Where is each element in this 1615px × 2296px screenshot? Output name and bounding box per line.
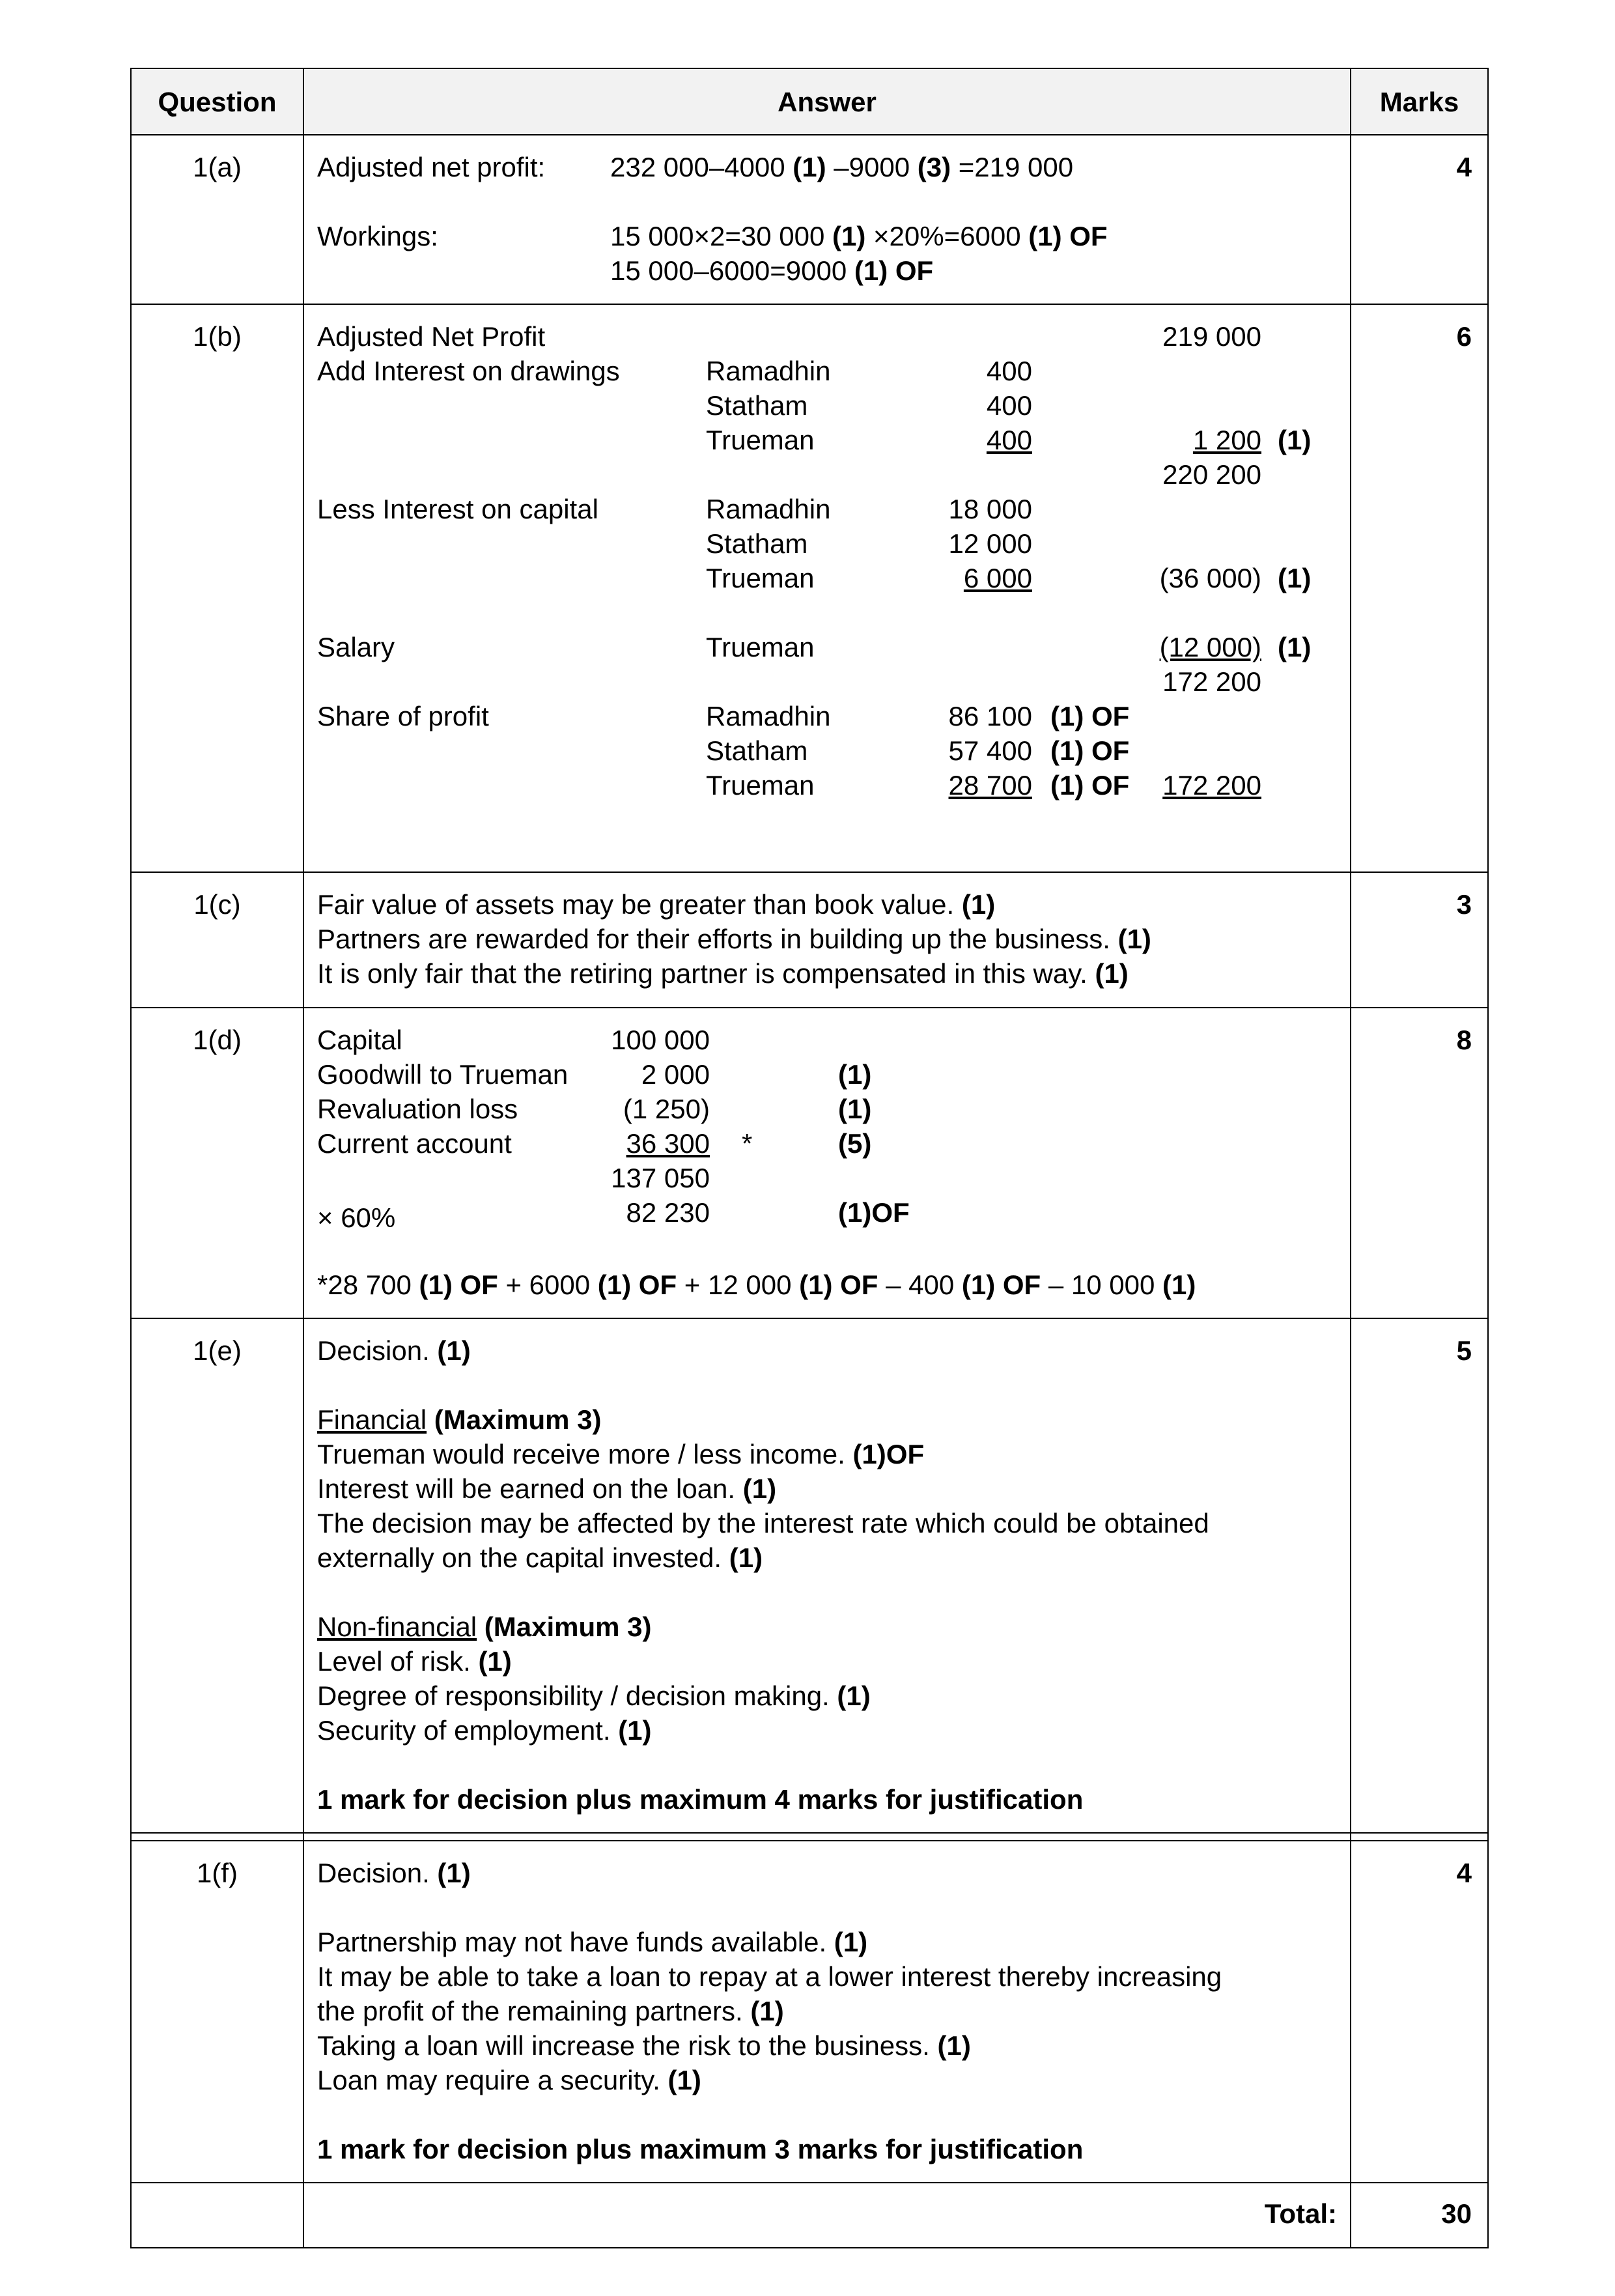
question-id: 1(a) <box>131 135 303 304</box>
amount: 86 100 <box>948 701 1032 731</box>
answer-cell <box>303 1008 1351 1318</box>
label: × 60% <box>317 1202 396 1233</box>
amount: 100 000 <box>611 1025 710 1055</box>
row-1b <box>131 304 1488 872</box>
answer-line: Trueman would receive more / less income. (1)OF <box>317 1439 925 1469</box>
decision-line: Decision. (1) <box>317 1858 471 1888</box>
answer-line: Partners are rewarded for their efforts in building up the business. (1) <box>317 924 1151 954</box>
amount: 12 000 <box>948 528 1032 559</box>
answer-line: It may be able to take a loan to repay at a lower interest thereby increasing <box>317 1961 1222 1992</box>
label: Salary <box>317 632 395 662</box>
amount: 172 200 <box>1162 666 1261 697</box>
answer-line: It is only fair that the retiring partner is compensated in this way. (1) <box>317 958 1129 989</box>
answer-cell <box>303 1318 1351 1833</box>
answer-line: Taking a loan will increase the risk to the business. (1) <box>317 2030 971 2061</box>
mark: (1)OF <box>838 1197 910 1228</box>
question-id: 1(c) <box>131 872 303 1008</box>
partner-name: Trueman <box>706 632 815 662</box>
answer-line: externally on the capital invested. (1) <box>317 1542 763 1573</box>
total-value: 30 <box>1351 2183 1488 2248</box>
amount: (12 000) <box>1159 632 1261 662</box>
mark: (1) <box>1278 563 1312 593</box>
answer-cell <box>303 304 1351 872</box>
marks-value: 3 <box>1351 872 1488 1008</box>
amount: 219 000 <box>1162 321 1261 352</box>
label: Revaluation loss <box>317 1094 518 1124</box>
partner-name: Trueman <box>706 770 815 801</box>
amount: (1 250) <box>623 1094 710 1124</box>
answer-line: Interest will be earned on the loan. (1) <box>317 1473 777 1504</box>
header-marks: Marks <box>1351 68 1488 135</box>
label: Adjusted net profit: <box>317 152 546 182</box>
marking-note: 1 mark for decision plus maximum 4 marks for justification <box>317 1784 1084 1815</box>
amount: 172 200 <box>1162 770 1261 801</box>
total-label: Total: <box>303 2183 1351 2248</box>
label: Share of profit <box>317 701 489 731</box>
label: Workings: <box>317 221 438 251</box>
mark: (1) OF <box>1050 701 1130 731</box>
mark-scheme-page <box>130 68 1487 2249</box>
mark: (1) <box>838 1094 872 1124</box>
label: Current account <box>317 1128 512 1159</box>
mark: (1) OF <box>1050 770 1130 801</box>
row-separator <box>131 1833 1488 1841</box>
mark: (1) <box>1278 632 1312 662</box>
text: 232 000–4000 (1) –9000 (3) =219 000 <box>610 152 1074 182</box>
marks-value: 5 <box>1351 1318 1488 1833</box>
answer-line: Security of employment. (1) <box>317 1715 652 1746</box>
amount: 137 050 <box>611 1163 710 1193</box>
row-1a <box>131 135 1488 304</box>
header-row <box>131 68 1488 135</box>
answer-cell <box>303 872 1351 1008</box>
question-id: 1(b) <box>131 304 303 872</box>
partner-name: Ramadhin <box>706 701 831 731</box>
header-question: Question <box>131 68 303 135</box>
amount: 57 400 <box>948 735 1032 766</box>
mark: (1) <box>1278 425 1312 455</box>
mark-scheme-table <box>130 68 1489 2248</box>
amount: 18 000 <box>948 494 1032 524</box>
text: 15 000–6000=9000 (1) OF <box>610 255 934 286</box>
decision-line: Decision. (1) <box>317 1335 471 1366</box>
marks-value: 6 <box>1351 304 1488 872</box>
answer-line: Fair value of assets may be greater than book value. (1) <box>317 889 996 920</box>
label: Adjusted Net Profit <box>317 321 546 352</box>
amount: (36 000) <box>1159 563 1261 593</box>
section-heading: Financial (Maximum 3) <box>317 1404 602 1435</box>
partner-name: Ramadhin <box>706 356 831 386</box>
amount: 400 <box>986 425 1032 455</box>
partner-name: Trueman <box>706 563 815 593</box>
question-id: 1(d) <box>131 1008 303 1318</box>
label: Less Interest on capital <box>317 494 598 524</box>
answer-cell <box>303 1841 1351 2183</box>
question-id: 1(f) <box>131 1841 303 2183</box>
footnote: *28 700 (1) OF + 6000 (1) OF + 12 000 (1) OF – 400 (1) OF – 10 000 (1) <box>317 1269 1196 1300</box>
row-1e <box>131 1318 1488 1833</box>
label: Add Interest on drawings <box>317 356 620 386</box>
amount: 2 000 <box>641 1059 710 1090</box>
mark: (5) <box>838 1128 872 1159</box>
amount: 28 700 <box>948 770 1032 801</box>
amount: 220 200 <box>1162 459 1261 490</box>
total-row <box>131 2183 1488 2248</box>
total-empty-cell <box>131 2183 303 2248</box>
amount: 6 000 <box>963 563 1032 593</box>
answer-line: Level of risk. (1) <box>317 1646 512 1677</box>
mark: (1) <box>838 1059 872 1090</box>
footnote-star: * <box>742 1128 753 1159</box>
partner-name: Statham <box>706 390 808 421</box>
question-id: 1(e) <box>131 1318 303 1833</box>
answer-cell <box>303 135 1351 304</box>
section-heading: Non-financial (Maximum 3) <box>317 1611 652 1642</box>
label: Capital <box>317 1025 402 1055</box>
marking-note: 1 mark for decision plus maximum 3 marks for justification <box>317 2134 1084 2164</box>
answer-line: Degree of responsibility / decision making. (1) <box>317 1680 871 1711</box>
text: 15 000×2=30 000 (1) ×20%=6000 (1) OF <box>610 221 1108 251</box>
header-answer: Answer <box>303 68 1351 135</box>
amount: 400 <box>986 356 1032 386</box>
partner-name: Ramadhin <box>706 494 831 524</box>
amount: 82 230 <box>626 1197 710 1228</box>
marks-value: 8 <box>1351 1008 1488 1318</box>
marks-value: 4 <box>1351 1841 1488 2183</box>
partner-name: Statham <box>706 735 808 766</box>
answer-line: Loan may require a security. (1) <box>317 2065 701 2095</box>
mark: (1) OF <box>1050 735 1130 766</box>
answer-line: Partnership may not have funds available. (1) <box>317 1927 868 1957</box>
marks-value: 4 <box>1351 135 1488 304</box>
row-1d <box>131 1008 1488 1318</box>
answer-line: The decision may be affected by the interest rate which could be obtained <box>317 1508 1209 1538</box>
label: Goodwill to Trueman <box>317 1059 569 1090</box>
row-1f <box>131 1841 1488 2183</box>
amount: 1 200 <box>1192 425 1261 455</box>
answer-line: the profit of the remaining partners. (1) <box>317 1996 784 2026</box>
amount: 400 <box>986 390 1032 421</box>
partner-name: Statham <box>706 528 808 559</box>
amount: 36 300 <box>626 1128 710 1159</box>
partner-name: Trueman <box>706 425 815 455</box>
